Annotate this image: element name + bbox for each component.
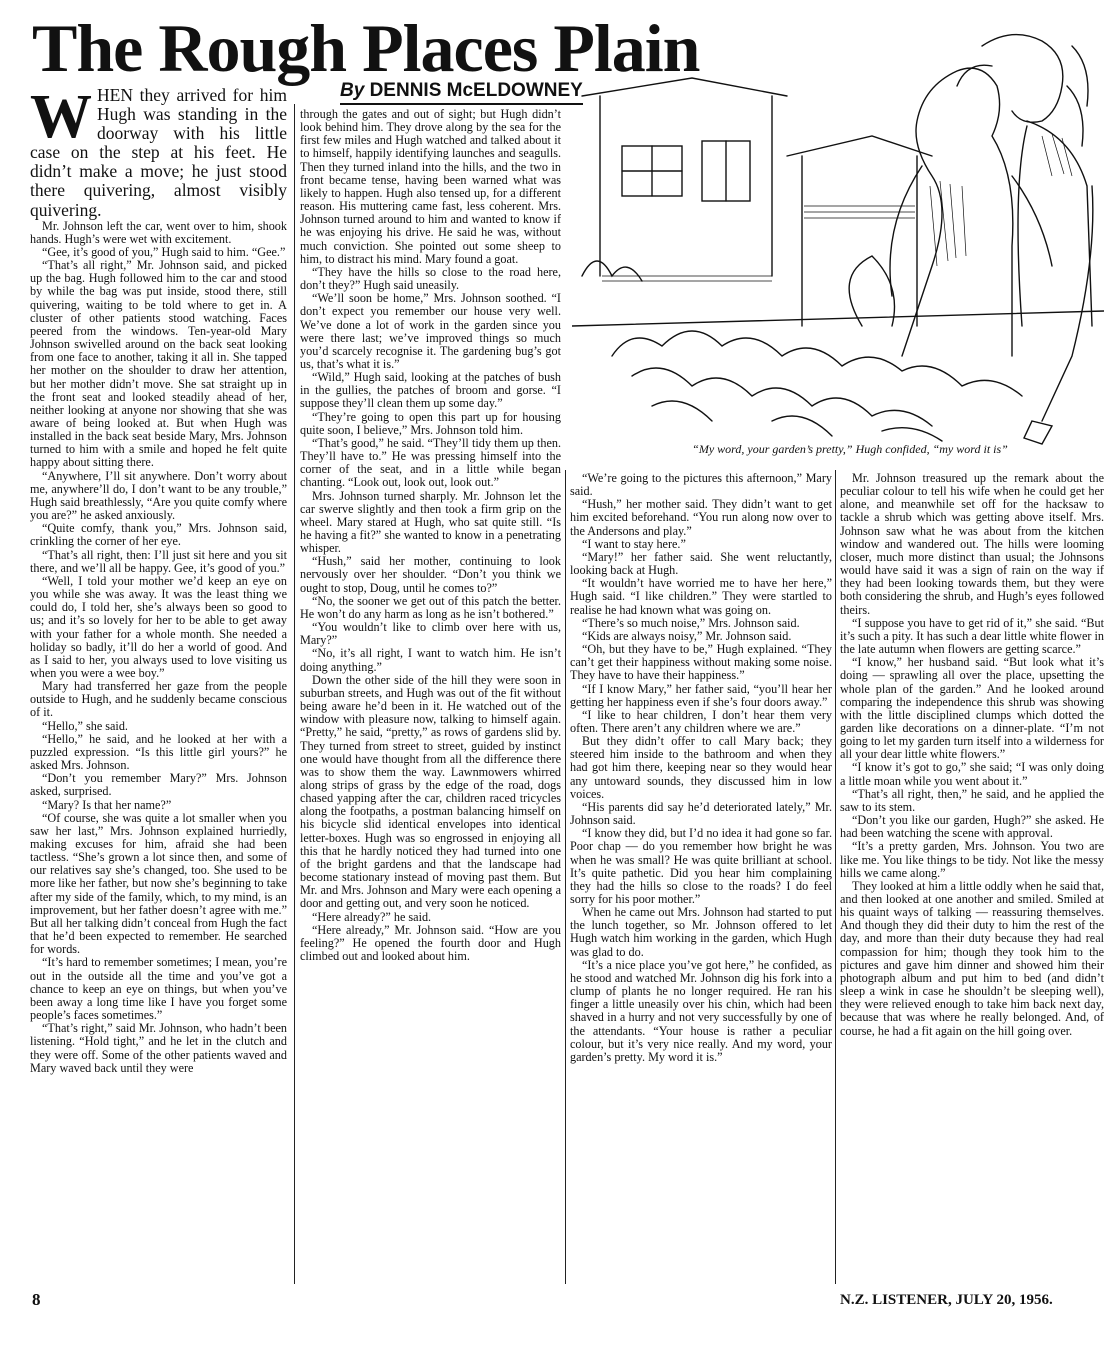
paragraph: “His parents did say he’d deteriorated lately,” Mr. Johnson said.	[570, 799, 832, 828]
paragraph: “It wouldn’t have worried me to have her here,” Hugh said. “I like children.” They were startled to realise he had known what was going on.	[570, 576, 832, 617]
paragraph: “No, it’s all right, I want to watch him. He isn’t doing anything.”	[300, 646, 561, 674]
column-3	[570, 472, 832, 1282]
column-rule	[294, 104, 295, 1284]
paragraph: “We’re going to the pictures this afternoon,” Mary said.	[570, 472, 832, 499]
paragraph: Mr. Johnson treasured up the remark about the peculiar colour to tell his wife when he could get her alone, and meanwhile set off for the hacksaw to tackle a shrub which was getting above itself. Mrs. Johnson saw what he was about from the kitchen window and wandered out. The hills were looming closer, much more distinct than usual; the Johnsons would have said it was a sign of rain on the way if they had been looking towards them, but they were both considering the shrub, and Hugh’s eyes followed theirs.	[840, 472, 1104, 617]
paragraph: Down the other side of the hill they were soon in suburban streets, and Hugh was out of the fit without being aware he’d been in it. He watched out of the window with pleasure now, talking to himself again. “Pretty,” he said, “pretty,” as rows of gardens slid by. They turned from street to street, guided by instinct one would have thought from all the difference there was to show them the way. Lawnmowers whirred along strips of grass by the edge of the road, dogs chased yapping after the car, children raced tricycles along the footpaths, a postman balancing himself on his bicycle slid identical envelopes into identical letter-boxes. Hugh was so engrossed in enjoying all this that he hardly noticed they had turned into one of the bright gardens and that the landscape had become stationary instead of moving past them. But Mr. and Mrs. Johnson and Mary were each opening a door and getting out, and very soon he noticed.	[300, 672, 561, 911]
house-roof	[582, 78, 787, 96]
paragraph: “Mary!” her father said. She went reluctantly, looking back at Hugh.	[570, 549, 832, 578]
paragraph: “Hush,” said her mother, continuing to look nervously over her shoulder. “Don’t you think we ought to stop, Doug, until he comes to?”	[300, 554, 561, 595]
man-back-figure	[902, 68, 1013, 356]
paragraph: But they didn’t offer to call Mary back; they steered him inside to the bathroom and when they had got him there, keeping near so they would hear any untoward sounds, they discussed him in low voices.	[570, 734, 832, 801]
paragraph: “That’s right,” said Mr. Johnson, who hadn’t been listening. “Hold tight,” and he let in the clutch and they were off. Some of the other patients waved and Mary waved back until they were	[30, 1021, 287, 1075]
garage-roof	[787, 136, 932, 156]
paragraph: “If I know Mary,” her father said, “you’ll hear her getting her happiness even if she’s four doors away.”	[570, 681, 832, 709]
column-2	[300, 108, 561, 1286]
paragraph: “That’s all right, then,” he said, and he applied the saw to its stem.	[840, 786, 1104, 814]
paragraph: “No, the sooner we get out of this patch the better. He won’t do any harm as long as he isn’t bothered.”	[300, 593, 561, 621]
column-rule	[565, 470, 566, 1284]
paragraph: “That’s good,” he said. “They’ll tidy them up then. They’ll have to.” He was pressing himself into the corner of the seat, and in a little while began chanting. “Look out, look out, look out.”	[300, 435, 561, 490]
paragraph: “We’ll soon be home,” Mrs. Johnson soothed. “I don’t expect you remember our house very well. We’ve done a lot of work in the garden since you were there last; we’ve improved things so much you’d scarcely recognise it. The gardening bug’s got us, that’s what it is.”	[300, 291, 561, 371]
paragraph: “I know,” her husband said. “But look what it’s doing — sprawling all over the place, upsetting the whole plan of the garden.” And he looked around comparing the independence this shrub was showing with the little disciplined clumps which dotted the garden like decorations on a dinner-plate. “I’m not going to let my garden turn itself into a wilderness for all your dear little white flowers.”	[840, 655, 1104, 762]
garden-illustration	[572, 26, 1104, 446]
column-1	[30, 86, 287, 1282]
paragraph: “Well, I told your mother we’d keep an eye on you while she was away. It was the least thing we could do, I told her, she’s always been so good to us; and it’s so lovely for her to be able to get away with your father for a whole month. She needed a holiday so badly, it’ll do her a world of good. And as I said to her, you always used to love visiting us when you were a wee boy.”	[30, 573, 287, 680]
paragraph: “That’s all right, then: I’ll just sit here and you sit there, and we’ll all be happy. Gee, it’s good of you.”	[30, 547, 287, 575]
column-4	[840, 472, 1104, 1282]
paragraph: “That’s all right,” Mr. Johnson said, and picked up the bag. Hugh followed him to the car and stood by while the bag was put inside, stood there, still quivering, waiting to be told where to get in. A cluster of other patients stood watching. Faces peered from the windows. Ten-year-old Mary Johnson swivelled around on the back seat looking from one face to another, taking it all in. She tapped her mother on the shoulder to draw her attention, but her mother didn’t move. She sat straight up in the front seat and looked steadily ahead of her, neither looking at anyone nor showing that she was aware of being looked at. But when Hugh was installed in the back seat beside Mary, Mrs. Johnson turned to him with a smile and hoped he felt quite happy about sitting there.	[30, 258, 287, 470]
paragraph: through the gates and out of sight; but Hugh didn’t look behind him. They drove along by the sea for the first few miles and Hugh watched and talked about it to himself, happily identifying launches and seagulls. Then they turned inland into the hills, and the two in front became tense, having been warned what was likely to happen. Hugh also tensed up, for a different reason. His muttering came fast, less coherent. Mrs. Johnson turned around to him and wanted to know if he was enjoying his drive. He said he was, without much conviction. She pointed out some sheep to him, to distract his mind. Mary found a goat.	[300, 108, 561, 266]
paragraph: “I suppose you have to get rid of it,” she said. “But it’s such a pity. It has such a dear little white flower in the late autumn when flowers are getting scarce.”	[840, 615, 1104, 657]
paragraph: They looked at him a little oddly when he said that, and then looked at one another and smiled. Smiled at his quaint ways of talking — reassuring themselves. And though they did their duty to him the rest of the day, and more than their duty because they had real compassion for him; though they took him to the pictures and gave him dinner and showed him their photograph album and put him to bed (and didn’t sleep a wink in case he shouldn’t be sleeping well), they were relieved enough to take him back next day, because that was where he really belonged. And, of course, he had a fit again on the hill going over.	[840, 878, 1104, 1038]
paragraph: “Don’t you like our garden, Hugh?” she asked. He had been watching the scene with approval.	[840, 813, 1104, 841]
paragraph: “They’re going to open this part up for housing quite soon, I believe,” Mrs. Johnson told him.	[300, 409, 561, 437]
ground-line	[572, 311, 1104, 326]
drop-cap: W	[30, 86, 92, 151]
paragraph: “Gee, it’s good of you,” Hugh said to him. “Gee.”	[42, 244, 286, 259]
paragraph: “Here already?” he said.	[312, 909, 432, 924]
column-rule	[835, 470, 836, 1284]
paragraph: When he came out Mrs. Johnson had started to put the lunch together, so Mr. Johnson offered to let Hugh watch him working in the garden, which Hugh was glad to do.	[570, 905, 832, 959]
man-digging-head	[982, 35, 1063, 123]
illustration-caption: “My word, your garden’s pretty,” Hugh confided, “my word it is”	[692, 442, 1008, 456]
paragraph: “There’s so much noise,” Mrs. Johnson said.	[582, 615, 800, 630]
paragraph: “Quite comfy, thank you,” Mrs. Johnson said, crinkling the corner of her eye.	[30, 521, 287, 549]
paragraph: “It’s hard to remember sometimes; I mean, you’re out in the outside all the time and you’ve got a chance to keep an eye on things, but when you’ve been away a long time like I have you forget some people’s faces sometimes.”	[30, 955, 287, 1023]
paragraph: “Hello,” he said, and he looked at her with a puzzled expression. “Is this little girl yours?” he asked Mrs. Johnson.	[30, 731, 287, 773]
shrub-outline	[612, 331, 1022, 396]
paragraph: Mrs. Johnson turned sharply. Mr. Johnson let the car swerve slightly and then took a firm grip on the wheel. Mary stared at Hugh, who sat quite still. “Is he having a fit?” she wanted to know in a penetrating whisper.	[300, 488, 561, 556]
paragraph: “Anywhere, I’ll sit anywhere. Don’t worry about me, anywhere’ll do, I don’t want to be any trouble,” Hugh said breathlessly, “Are you quite comfy where you are?” he asked anxiously.	[30, 468, 287, 523]
paragraph: “They have the hills so close to the road here, don’t they?” Hugh said uneasily.	[300, 264, 561, 293]
byline	[340, 80, 583, 105]
publication-footer: N.Z. LISTENER, JULY 20, 1956.	[840, 1292, 1053, 1308]
paragraph: “Kids are always noisy,” Mr. Johnson said.	[582, 628, 792, 643]
article-title: The Rough Places Plain	[32, 10, 700, 86]
lead-text: HEN they arrived for him Hugh was standing in the doorway with his little case on the step at his feet. He didn’t make a move; he just stood there quivering, almost visibly quivering.	[30, 86, 287, 220]
paragraph: “It’s a pretty garden, Mrs. Johnson. You two are like me. You like things to be tidy. Not like the messy hills we came along.”	[840, 839, 1104, 880]
paragraph: “You wouldn’t like to climb over here with us, Mary?”	[300, 620, 561, 648]
paragraph: “I like to hear children, I don’t hear them very often. There aren’t any children where we are.”	[570, 707, 832, 735]
paragraph: Mary had transferred her gaze from the people outside to Hugh, and he suddenly became conscious of it.	[30, 679, 287, 720]
paragraph: “Wild,” Hugh said, looking at the patches of bush in the gullies, the patches of broom and gorse. “I suppose they’ll clean them up some day.”	[300, 370, 561, 411]
paragraph: “Here already,” Mr. Johnson said. “How are you feeling?” He opened the fourth door and Hugh climbed out and looked about him.	[300, 922, 561, 963]
paragraph: “I know it’s got to go,” she said; “I was only doing a little moan while you went about it.”	[840, 760, 1104, 788]
paragraph: “Hello,” she said.	[42, 718, 128, 733]
house-walls	[600, 96, 772, 276]
paragraph: “Hush,” her mother said. They didn’t want to get him excited beforehand. “You run along now over to the Andersons and play.”	[570, 497, 832, 538]
paragraph: “I want to stay here.”	[582, 536, 686, 551]
paragraph: “Don’t you remember Mary?” Mrs. Johnson asked, surprised.	[30, 771, 287, 799]
byline-author: DENNIS McELDOWNEY	[369, 80, 583, 101]
paragraph: “Oh, but they have to be,” Hugh explained. “They can’t get their happiness without making some noise. They have to have their happiness.”	[570, 642, 832, 683]
paragraph: Mr. Johnson left the car, went over to him, shook hands. Hugh’s were wet with excitement.	[30, 218, 287, 246]
shovel-handle	[1042, 186, 1093, 421]
paragraph: “Mary? Is that her name?”	[42, 797, 172, 812]
byline-prefix: By	[340, 80, 365, 101]
paragraph: “I know they did, but I’d no idea it had gone so far. Poor chap — do you remember how bright he was when he was small? He was quite brilliant at school. It’s quite pathetic. Did you hear him complaining they had the hills so close to the roads? I do feel sorry for his poor mother.”	[570, 826, 832, 906]
paragraph: “It’s a nice place you’ve got here,” he confided, as he stood and watched Mr. Johnson dig his fork into a clump of plants he no longer required. He ran his finger a little uneasily over his chin, which had been shaved in a hurry and not very successfully by one of the attendants. “Your house is rather a peculiar colour, but it’s very nice really. And my word, your garden’s pretty. My word it is.”	[570, 957, 832, 1064]
page-number: 8	[32, 1290, 41, 1309]
paragraph: “Of course, she was quite a lot smaller when you saw her last,” Mrs. Johnson explained hurriedly, making excuses for him, afraid she had been tactless. “She’s grown a lot since then, and some of our relatives say she’s changed, too. She used to be more like her father, but now she’s beginning to take after my side of the family, which, to my mind, is an improvement, but her father doesn’t agree with me.” But all her talking didn’t conceal from Hugh the fact that he’d been expected to remember. He searched for words.	[30, 810, 287, 957]
lead-paragraph	[30, 86, 287, 220]
